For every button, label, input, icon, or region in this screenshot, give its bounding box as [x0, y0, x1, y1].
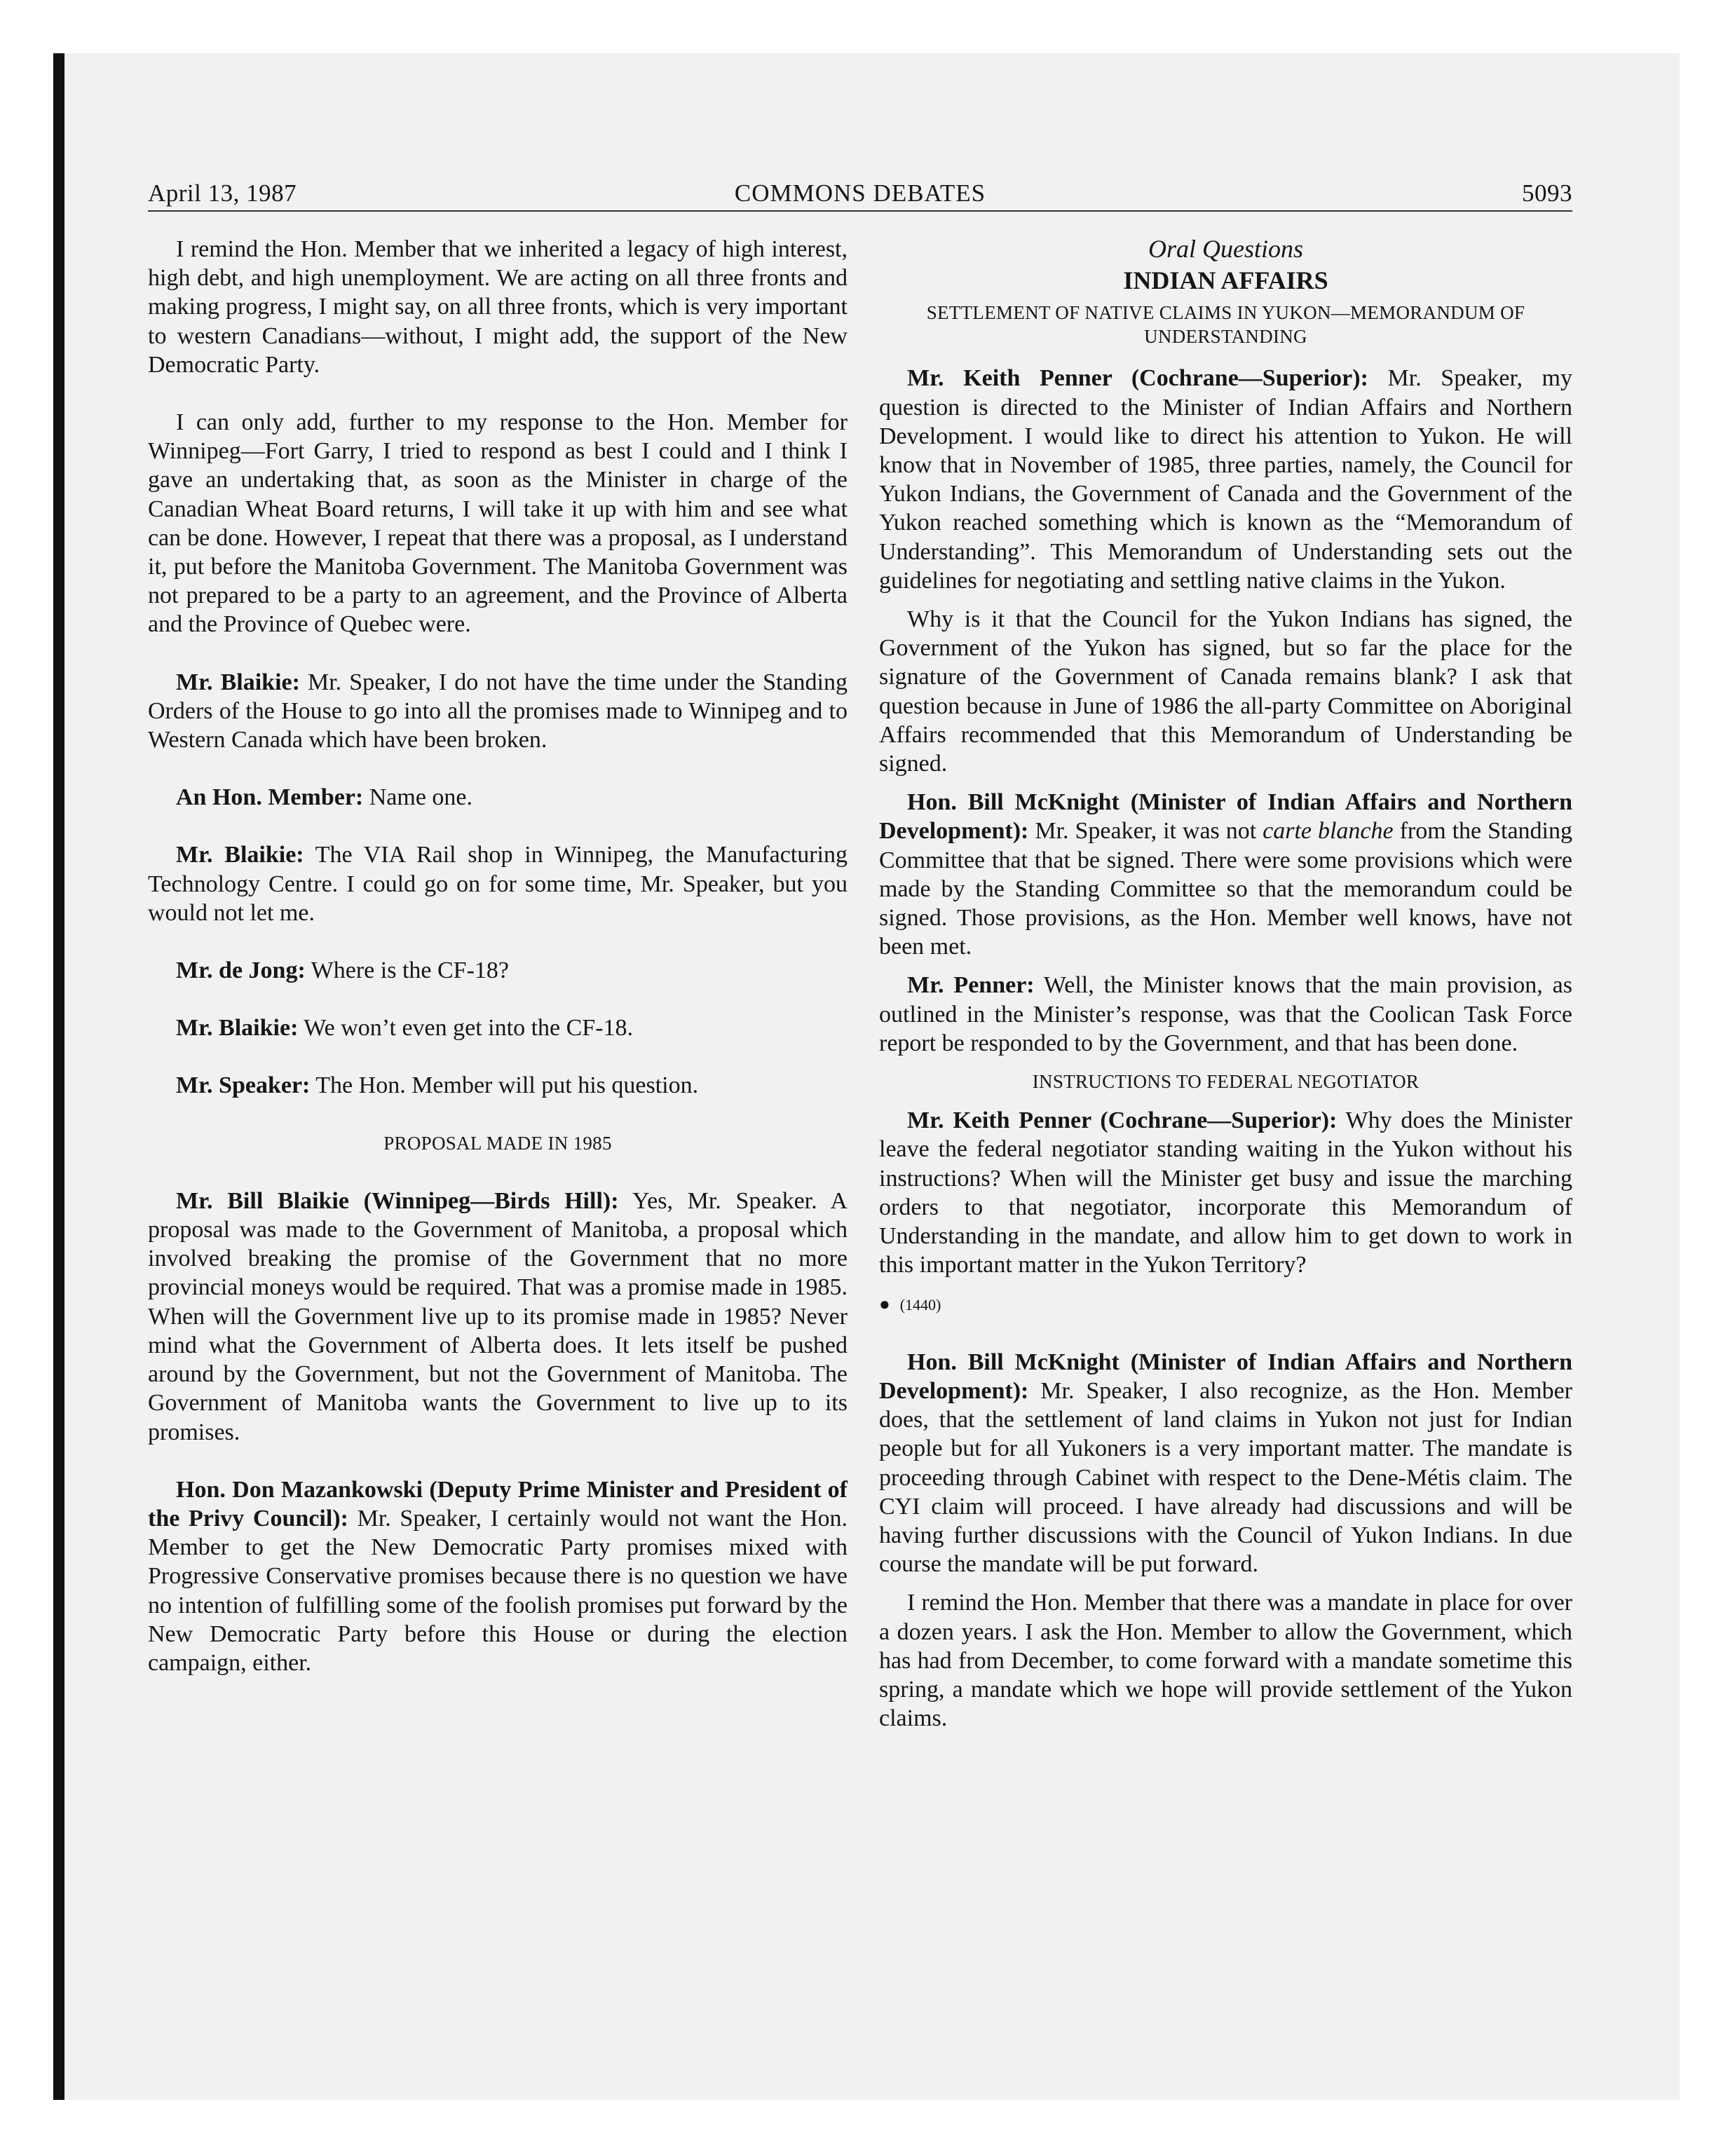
paragraph: Hon. Bill McKnight (Minister of Indian Affairs and Northern Development): Mr. Speaker, I also recognize, as the Hon. Member does, that the settlement of land claims in Yukon not just for Indian people but for all Yukoners is a very important matter. The mandate is proceeding through Cabinet with respect to the Dene-Métis claim. The CYI claim will proceed. I have already had discussions and will be having further discussions with the Council of Yukon Indians. In due course the mandate will be put forward.: [879, 1349, 1572, 1578]
speaker-name: Mr. Blaikie:: [176, 1015, 299, 1042]
speaker-name: Mr. Blaikie:: [176, 669, 300, 695]
paragraph: An Hon. Member: Name one.: [176, 784, 473, 811]
running-header: [148, 177, 1572, 212]
paragraph: Hon. Don Mazankowski (Deputy Prime Minister and President of the Privy Council): Mr. Speaker, I certainly would not want the Hon. Member to get the New Democratic Party promises mixed with Progressive Conservative promises because there is no question we have no intention of fulfilling some of the foolish promises put forward by the New Democratic Party before this House or during the election campaign, either.: [148, 1476, 848, 1676]
subheading: PROPOSAL MADE IN 1985: [383, 1132, 612, 1154]
page-number: 5093: [1522, 179, 1572, 207]
left-column: [148, 235, 848, 1677]
paragraph: Mr. Blaikie: We won’t even get into the CF-18.: [176, 1015, 634, 1042]
speaker-name: Mr. Bill Blaikie (Winnipeg—Birds Hill):: [176, 1187, 619, 1214]
binding-edge: [53, 53, 64, 2100]
subheading: INSTRUCTIONS TO FEDERAL NEGOTIATOR: [1032, 1071, 1420, 1093]
header-title: COMMONS DEBATES: [734, 179, 986, 207]
time-marker: ● (1440): [879, 1293, 941, 1314]
paragraph: I remind the Hon. Member that we inherited a legacy of high interest, high debt, and high unemployment. We are acting on all three fronts and making progress, I might say, on all three fronts, which is very important to western Canadians—without, I might add, the support of the New Democratic Party.: [148, 236, 848, 378]
paragraph: I can only add, further to my response to the Hon. Member for Winnipeg—Fort Garry, I tried to respond as best I could and I think I gave an undertaking that, as soon as the Minister in charge of the Canadian Wheat Board returns, I will take it up with him and see what can be done. However, I repeat that there was a proposal, as I understand it, put before the Manitoba Government. The Manitoba Government was not prepared to be a party to an agreement, and the Province of Alberta and the Province of Quebec were.: [148, 409, 848, 638]
paragraph: Mr. Penner: Well, the Minister knows that the main provision, as outlined in the Minister’s response, was that the Coolican Task Force report be responded to by the Government, and that has been done.: [879, 972, 1573, 1056]
speaker-name: Hon. Bill McKnight (Minister of Indian Affairs and Northern Development):: [879, 1349, 1572, 1404]
paragraph: Mr. Blaikie: Mr. Speaker, I do not have the time under the Standing Orders of the House to go into all the promises made to Winnipeg and to Western Canada which have been broken.: [148, 669, 848, 753]
speaker-name: Mr. Keith Penner (Cochrane—Superior):: [907, 1107, 1338, 1134]
speaker-name: An Hon. Member:: [176, 784, 364, 811]
topic-heading: INDIAN AFFAIRS: [1123, 266, 1328, 295]
paragraph: Mr. Keith Penner (Cochrane—Superior): Mr. Speaker, my question is directed to the Minister of Indian Affairs and Northern Development. I would like to direct his attention to Yukon. He will know that in November of 1985, three parties, namely, the Council for Yukon Indians, the Government of Canada and the Government of the Yukon reached something which is known as the “Memorandum of Understanding”. This Memorandum of Understanding sets out the guidelines for negotiating and settling native claims in the Yukon.: [879, 365, 1572, 594]
speaker-name: Mr. Keith Penner (Cochrane—Superior):: [907, 365, 1368, 392]
speaker-name: Mr. Speaker:: [176, 1072, 311, 1099]
speaker-name: Mr. Penner:: [907, 972, 1035, 999]
speaker-name: Hon. Bill McKnight (Minister of Indian Affairs and Northern Development):: [879, 789, 1572, 845]
paragraph: Mr. de Jong: Where is the CF-18?: [176, 957, 509, 984]
paragraph: Mr. Blaikie: The VIA Rail shop in Winnipeg, the Manufacturing Technology Centre. I could go on for some time, Mr. Speaker, but you would not let me.: [148, 842, 848, 926]
section-title: Oral Questions: [1148, 235, 1303, 263]
speaker-name: Mr. de Jong:: [176, 957, 306, 984]
right-column: [879, 235, 1572, 1733]
bullet-icon: ●: [879, 1293, 890, 1314]
paragraph: Mr. Bill Blaikie (Winnipeg—Birds Hill): Yes, Mr. Speaker. A proposal was made to the Government of Manitoba, a proposal which involved breaking the promise of the Government that no more provincial moneys would be required. That was a promise made in 1985. When will the Government live up to its promise made in 1985? Never mind what the Government of Alberta does. It lets itself be pushed around by the Government, but not the Government of Manitoba. The Government of Manitoba wants the Government to live up to its promises.: [148, 1187, 848, 1445]
speaker-name: Hon. Don Mazankowski (Deputy Prime Minister and President of the Privy Council):: [148, 1476, 848, 1531]
header-date: April 13, 1987: [148, 179, 297, 207]
speaker-name: Mr. Blaikie:: [176, 842, 304, 868]
subheading: SETTLEMENT OF NATIVE CLAIMS IN YUKON—MEMORANDUM OF UNDERSTANDING: [926, 302, 1525, 348]
paragraph: Why is it that the Council for the Yukon Indians has signed, the Government of the Yukon has signed, but so far the place for the signature of the Government of Canada remains blank? I ask that question because in June of 1986 the all-party Committee on Aboriginal Affairs recommended that this Memorandum of Understanding be signed.: [879, 606, 1572, 777]
paragraph: Hon. Bill McKnight (Minister of Indian Affairs and Northern Development): Mr. Speaker, it was not carte blanche from the Standing Committee that that be signed. There were some provisions which were made by the Standing Committee so that the memorandum could be signed. Those provisions, as the Hon. Member well knows, have not been met.: [879, 789, 1572, 960]
paragraph: I remind the Hon. Member that there was a mandate in place for over a dozen years. I ask the Hon. Member to allow the Government, which has had from December, to come forward with a mandate sometime this spring, a mandate which we hope will provide settlement of the Yukon claims.: [879, 1590, 1572, 1732]
paragraph: Mr. Keith Penner (Cochrane—Superior): Why does the Minister leave the federal negotiator standing waiting in the Yukon without his instructions? When will the Minister get busy and issue the marching orders to that negotiator, incorporate this Memorandum of Understanding in the mandate, and allow him to get down to work in this important matter in the Yukon Territory?: [879, 1107, 1572, 1278]
paragraph: Mr. Speaker: The Hon. Member will put his question.: [176, 1072, 699, 1099]
